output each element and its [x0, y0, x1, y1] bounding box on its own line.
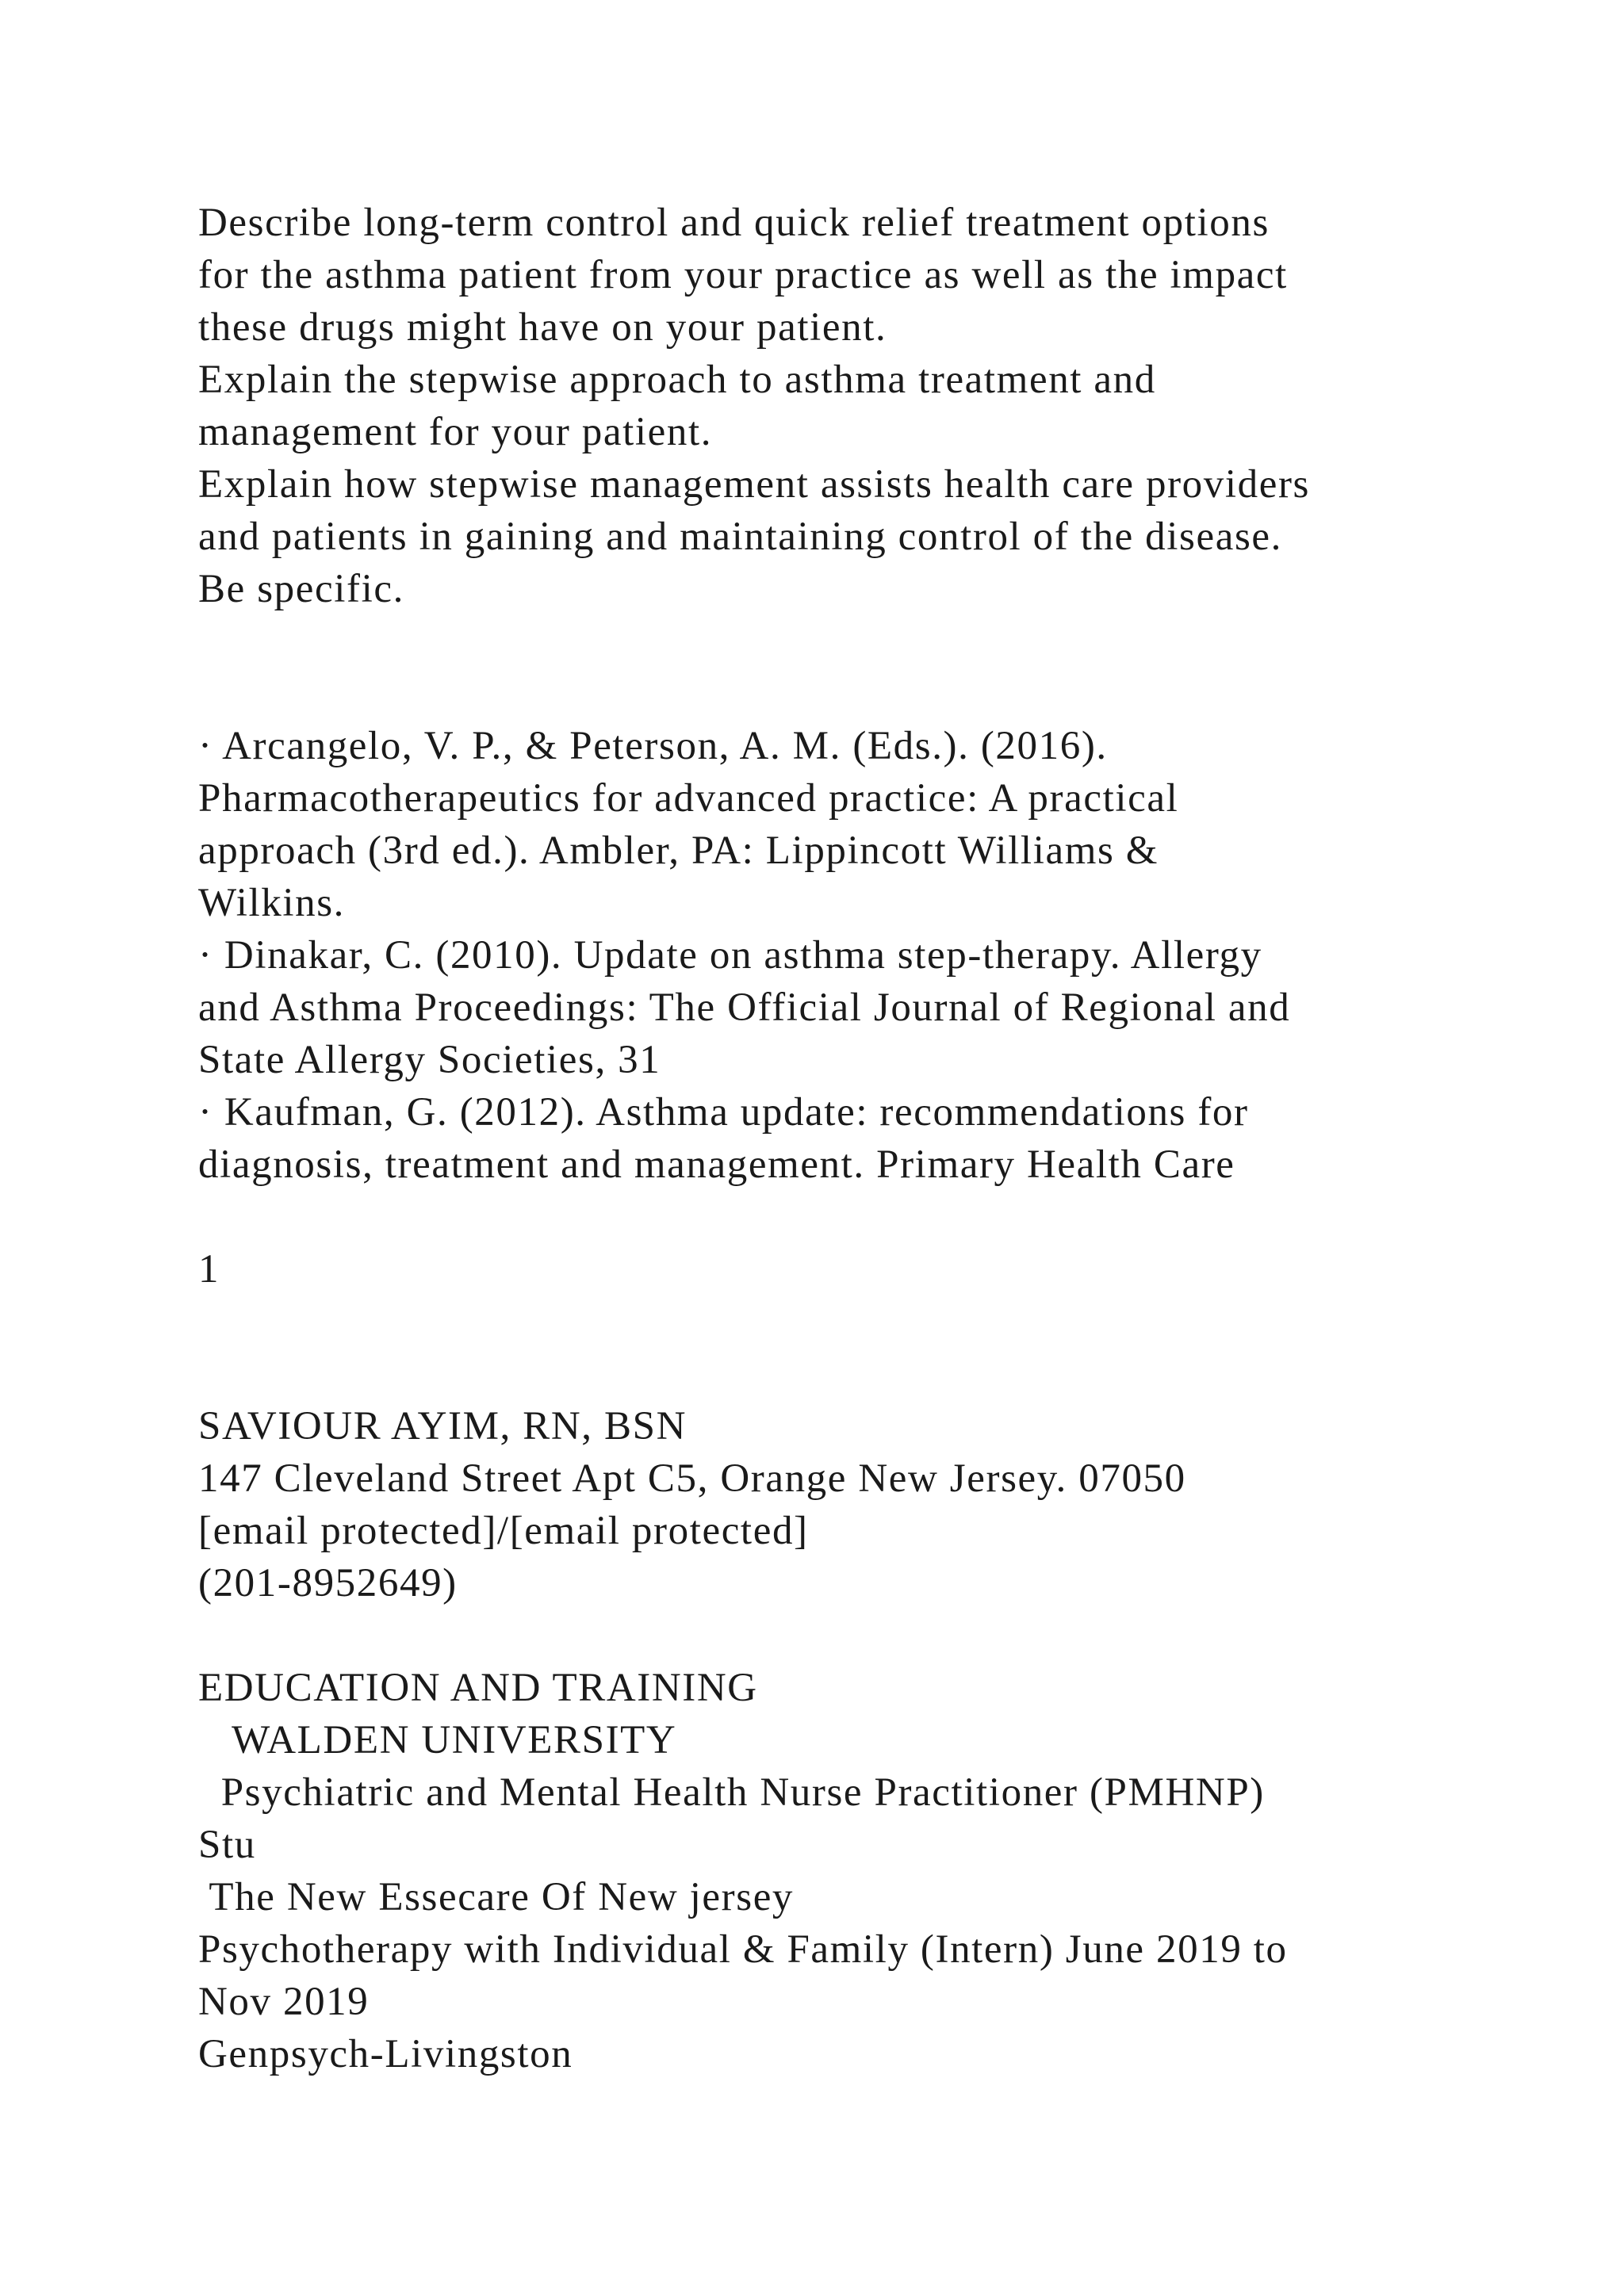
reference-line: approach (3rd ed.). Ambler, PA: Lippincott Williams &	[198, 828, 1159, 873]
prompt-line: management for your patient.	[198, 410, 713, 454]
contact-phone: (201-8952649)	[198, 1561, 458, 1605]
contact-email: [email protected]/[email protected]	[198, 1509, 809, 1553]
reference-line: · Arcangelo, V. P., & Peterson, A. M. (Eds.). (2016).	[198, 724, 1108, 768]
reference-line: · Kaufman, G. (2012). Asthma update: recommendations for	[198, 1090, 1249, 1135]
education-line: Psychotherapy with Individual & Family (Intern) June 2019 to	[198, 1927, 1288, 1972]
contact-name: SAVIOUR AYIM, RN, BSN	[198, 1404, 688, 1448]
prompt-line: and patients in gaining and maintaining control of the disease.	[198, 515, 1282, 559]
education-line: Nov 2019	[198, 1980, 370, 2024]
spacer	[198, 1295, 1546, 1348]
reference-list	[198, 720, 1546, 1191]
prompt-line: Be specific.	[198, 567, 404, 611]
prompt-line: Explain how stepwise management assists health care providers	[198, 462, 1310, 507]
education-line: Genpsych-Livingston	[198, 2032, 573, 2076]
reference-line: Pharmacotherapeutics for advanced practice: A practical	[198, 776, 1179, 821]
reference-line: diagnosis, treatment and management. Primary Health Care	[198, 1142, 1235, 1187]
education-section	[198, 1662, 1546, 2080]
education-line: Stu	[198, 1823, 256, 1867]
reference-line: and Asthma Proceedings: The Official Journal of Regional and	[198, 985, 1291, 1030]
education-line: The New Essecare Of New jersey	[198, 1875, 795, 1919]
spacer	[198, 668, 1546, 720]
spacer	[198, 1348, 1546, 1400]
spacer	[198, 1609, 1546, 1662]
prompt-line: these drugs might have on your patient.	[198, 305, 887, 350]
prompt-line: Describe long-term control and quick relief treatment options	[198, 201, 1270, 245]
section-heading: EDUCATION AND TRAINING	[198, 1666, 758, 1710]
prompt-line: Explain the stepwise approach to asthma treatment and	[198, 358, 1156, 402]
reference-line: State Allergy Societies, 31	[198, 1038, 661, 1082]
contact-address: 147 Cleveland Street Apt C5, Orange New Jersey. 07050	[198, 1456, 1186, 1501]
assignment-prompt	[198, 197, 1546, 615]
education-line: Psychiatric and Mental Health Nurse Practitioner (PMHNP)	[198, 1770, 1265, 1815]
reference-line: · Dinakar, C. (2010). Update on asthma step-therapy. Allergy	[198, 933, 1262, 978]
spacer	[198, 615, 1546, 668]
prompt-line: for the asthma patient from your practice as well as the impact	[198, 253, 1288, 297]
education-line: WALDEN UNIVERSITY	[198, 1718, 677, 1762]
document-text	[198, 197, 1546, 2080]
page-number: 1	[198, 1247, 220, 1292]
resume-contact-block	[198, 1400, 1546, 1609]
spacer	[198, 1191, 1546, 1243]
reference-line: Wilkins.	[198, 881, 345, 925]
